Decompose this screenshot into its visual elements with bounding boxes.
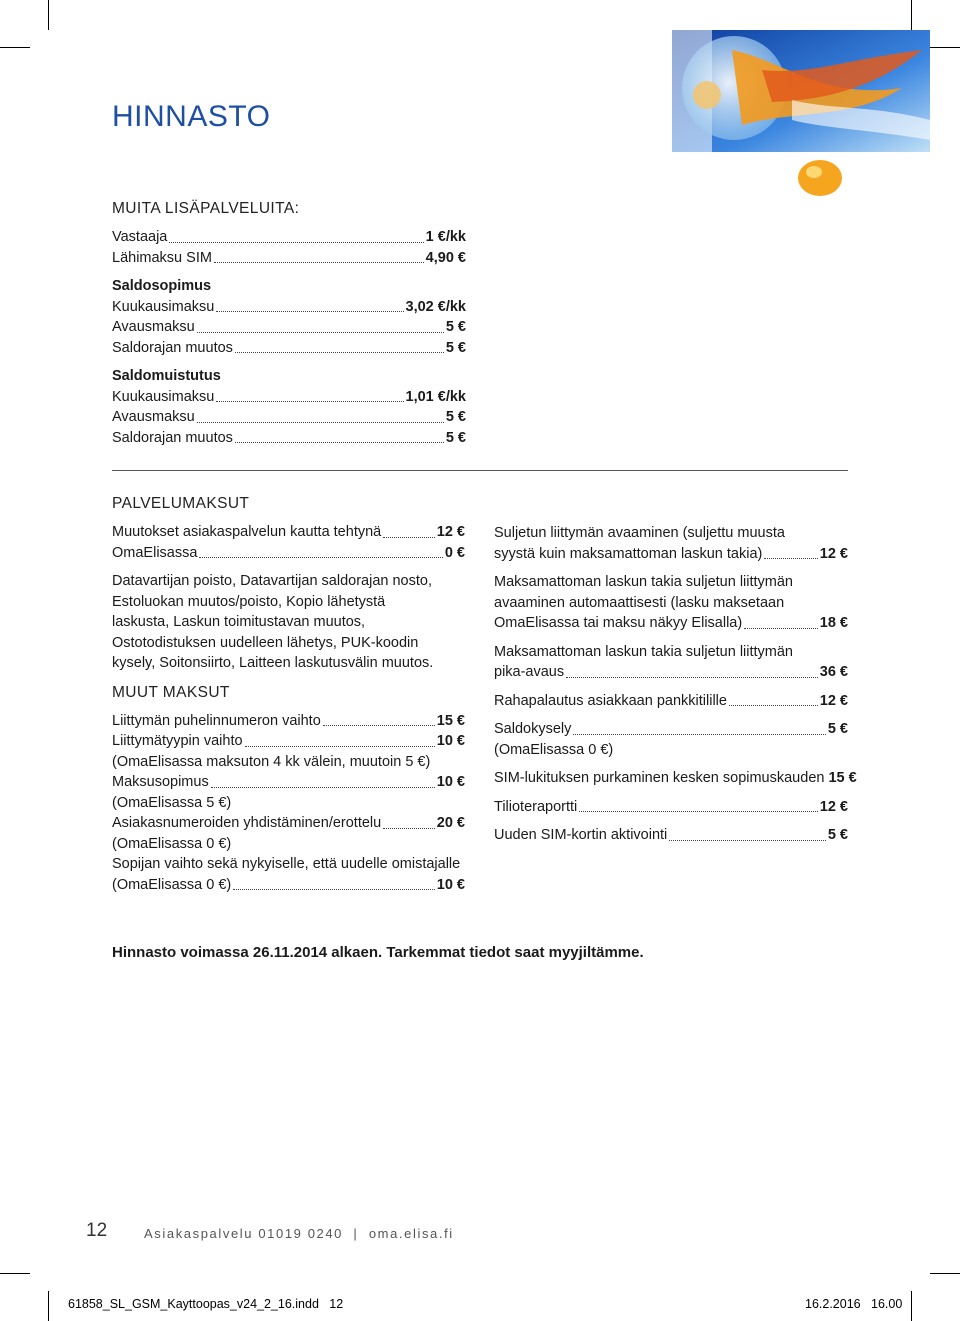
price-value: 10 € xyxy=(436,876,465,893)
price-label: Muutokset asiakaspalvelun kautta tehtynä xyxy=(112,524,382,540)
price-description: avaaminen automaattisesti (lasku maksetaan xyxy=(494,594,785,611)
section-heading: PALVELUMAKSUT xyxy=(112,495,250,512)
price-label: (OmaElisassa 0 €) xyxy=(112,876,232,893)
crop-mark xyxy=(930,47,960,48)
crop-mark xyxy=(0,47,30,48)
price-value: 12 € xyxy=(819,798,848,815)
dot-leader xyxy=(216,311,403,312)
page-title: HINNASTO xyxy=(112,100,271,133)
dot-leader xyxy=(579,811,817,812)
price-value: 12 € xyxy=(436,524,465,540)
dot-leader xyxy=(573,734,825,735)
price-value: 12 € xyxy=(819,692,848,709)
decorative-splash-image xyxy=(672,30,930,200)
price-label: OmaElisassa xyxy=(112,544,198,561)
price-row xyxy=(494,544,848,565)
dot-leader xyxy=(197,332,444,333)
price-value: 5 € xyxy=(445,429,466,446)
footer-contact: Asiakaspalvelu 01019 0240 | oma.elisa.fi xyxy=(144,1226,454,1241)
price-description: Suljetun liittymän avaaminen (suljettu muusta xyxy=(494,525,785,541)
price-value: 10 € xyxy=(436,774,465,790)
price-value: 15 € xyxy=(436,712,465,729)
price-row xyxy=(112,875,465,896)
price-value: 10 € xyxy=(436,733,465,749)
price-label: Liittymän puhelinnumeron vaihto xyxy=(112,712,321,729)
price-row xyxy=(112,338,466,359)
price-row xyxy=(112,248,466,269)
price-row xyxy=(112,711,465,732)
dot-leader xyxy=(566,677,818,678)
price-note: (OmaElisassa 5 €) xyxy=(112,794,232,811)
price-row xyxy=(112,317,466,338)
price-label: Lähimaksu SIM xyxy=(112,249,212,266)
price-note: (OmaElisassa maksuton 4 kk välein, muutoin 5 €) xyxy=(112,753,431,770)
right-fees-column xyxy=(494,523,857,846)
dot-leader xyxy=(245,746,435,747)
dot-leader xyxy=(233,889,435,890)
crop-mark xyxy=(48,0,49,30)
dot-leader xyxy=(214,262,424,263)
price-row xyxy=(112,731,465,752)
price-label: syystä kuin maksamattoman laskun takia) xyxy=(494,545,763,562)
price-description: Maksamattoman laskun takia suljetun liittymän xyxy=(494,574,793,590)
price-row xyxy=(112,543,465,564)
price-label: Avausmaksu xyxy=(112,319,195,335)
price-value: 15 € xyxy=(828,770,857,786)
price-row xyxy=(494,825,848,846)
price-value: 1,01 €/kk xyxy=(405,388,466,405)
price-row xyxy=(494,797,848,818)
price-label: Rahapalautus asiakkaan pankkitilille xyxy=(494,692,727,709)
price-row xyxy=(494,768,857,789)
validity-note: Hinnasto voimassa 26.11.2014 alkaen. Tarkemmat tiedot saat myyjiltämme. xyxy=(112,944,644,961)
price-row xyxy=(112,407,466,428)
price-row xyxy=(112,428,466,449)
dot-leader xyxy=(669,840,826,841)
price-label: Kuukausimaksu xyxy=(112,298,215,315)
price-row xyxy=(494,662,848,683)
price-value: 20 € xyxy=(436,815,465,831)
print-slug-file: 61858_SL_GSM_Kayttoopas_v24_2_16.indd 12 xyxy=(68,1297,344,1311)
price-row xyxy=(494,691,848,712)
price-row xyxy=(494,719,848,740)
price-label: Liittymätyypin vaihto xyxy=(112,733,243,749)
dot-leader xyxy=(744,628,818,629)
price-note: (OmaElisassa 0 €) xyxy=(494,741,614,758)
section-divider xyxy=(112,470,848,471)
dot-leader xyxy=(211,787,435,788)
price-label: pika-avaus xyxy=(494,664,565,680)
included-services-paragraph: Datavartijan poisto, Datavartijan saldorajan nosto, Estoluokan muutos/poisto, Kopio lähetystä laskusta, Laskun toimitustavan muutos, Ostotodistuksen uudelleen lähetys, PUK-koodin kysely, Soitonsiirto, Laitteen laskutusvälin muutos. xyxy=(112,573,434,671)
price-value: 4,90 € xyxy=(425,249,466,266)
price-row xyxy=(112,813,465,834)
price-row xyxy=(112,387,466,408)
price-label: Vastaaja xyxy=(112,229,168,245)
price-value: 5 € xyxy=(445,409,466,425)
additional-services-section xyxy=(112,200,466,448)
price-label: Saldokysely xyxy=(494,721,572,737)
dot-leader xyxy=(199,557,442,558)
crop-mark xyxy=(911,1291,912,1321)
price-label: SIM-lukituksen purkaminen kesken sopimuskauden xyxy=(494,770,825,786)
price-value: 18 € xyxy=(819,615,848,631)
price-note: (OmaElisassa 0 €) xyxy=(112,835,232,852)
page-number: 12 xyxy=(86,1220,108,1241)
price-label: Avausmaksu xyxy=(112,409,195,425)
crop-mark xyxy=(0,1273,30,1274)
price-label: Saldorajan muutos xyxy=(112,429,233,446)
dot-leader xyxy=(383,828,435,829)
price-value: 0 € xyxy=(444,544,465,561)
dot-leader xyxy=(235,352,444,353)
dot-leader xyxy=(383,537,435,538)
price-label: Asiakasnumeroiden yhdistäminen/erottelu xyxy=(112,815,382,831)
price-description: Maksamattoman laskun takia suljetun liittymän xyxy=(494,643,793,660)
section-heading: MUITA LISÄPALVELUITA: xyxy=(112,200,300,217)
dot-leader xyxy=(169,242,423,243)
service-fees-section xyxy=(112,495,465,895)
price-label: OmaElisassa tai maksu näkyy Elisalla) xyxy=(494,615,743,631)
dot-leader xyxy=(729,705,818,706)
price-row xyxy=(112,522,465,543)
subsection-heading: Saldomuistutus xyxy=(112,368,221,384)
price-description: Sopijan vaihto sekä nykyiselle, että uudelle omistajalle xyxy=(112,856,461,872)
price-label: Kuukausimaksu xyxy=(112,388,215,405)
section-heading: MUUT MAKSUT xyxy=(112,683,230,701)
print-slug-date: 16.2.2016 16.00 xyxy=(805,1297,903,1311)
price-value: 5 € xyxy=(827,721,848,737)
dot-leader xyxy=(197,422,444,423)
price-value: 36 € xyxy=(819,664,848,680)
dot-leader xyxy=(764,558,817,559)
price-label: Tilioteraportti xyxy=(494,798,578,815)
price-value: 3,02 €/kk xyxy=(405,298,466,315)
price-value: 5 € xyxy=(445,339,466,356)
price-row xyxy=(112,297,466,318)
subsection-heading: Saldosopimus xyxy=(112,278,212,294)
dot-leader xyxy=(216,401,403,402)
price-row xyxy=(494,613,848,634)
crop-mark xyxy=(48,1291,49,1321)
price-value: 5 € xyxy=(445,319,466,335)
price-label: Saldorajan muutos xyxy=(112,339,233,356)
dot-leader xyxy=(323,725,435,726)
crop-mark xyxy=(911,0,912,30)
price-value: 5 € xyxy=(827,827,848,843)
price-row xyxy=(112,227,466,248)
price-label: Maksusopimus xyxy=(112,774,209,790)
price-value: 1 €/kk xyxy=(425,229,466,245)
price-label: Uuden SIM-kortin aktivointi xyxy=(494,827,668,843)
price-row xyxy=(112,772,465,793)
dot-leader xyxy=(235,442,444,443)
price-value: 12 € xyxy=(819,545,848,562)
crop-mark xyxy=(930,1273,960,1274)
